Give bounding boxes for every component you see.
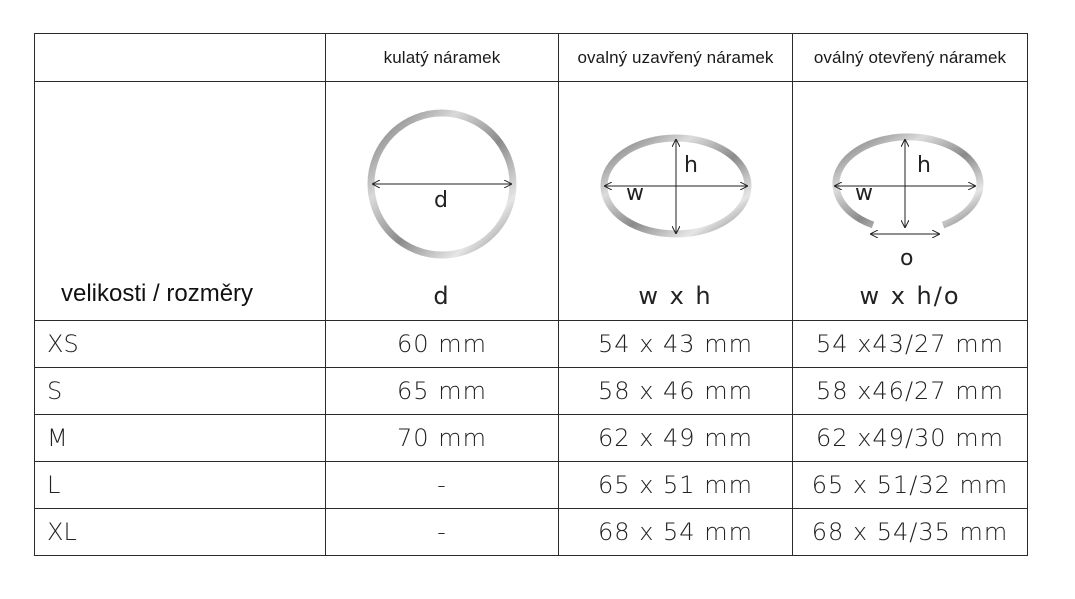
diagram-row	[35, 82, 1028, 321]
oval-closed-value: 54 x 43 mm	[559, 321, 793, 368]
oval-closed-value: 65 x 51 mm	[559, 462, 793, 509]
oval-closed-value: 58 x 46 mm	[559, 368, 793, 415]
oval-closed-value: 68 x 54 mm	[559, 509, 793, 556]
size-label: L	[35, 462, 326, 509]
round-formula: d	[433, 282, 451, 310]
size-label: S	[35, 368, 326, 415]
size-label: XL	[35, 509, 326, 556]
table-row	[35, 462, 1028, 509]
oval-closed-value: 62 x 49 mm	[559, 415, 793, 462]
table-row	[35, 321, 1028, 368]
oval-open-value: 62 x49/30 mm	[793, 415, 1028, 462]
oval-open-value: 58 x46/27 mm	[793, 368, 1028, 415]
size-label: M	[35, 415, 326, 462]
header-round-bracelet: kulatý náramek	[326, 34, 559, 82]
dimensions-title: velikosti / rozměry	[61, 280, 254, 307]
h-label: h	[684, 153, 698, 178]
header-oval-closed-bracelet: ovalný uzavřený náramek	[559, 34, 793, 82]
round-value: 60 mm	[326, 321, 559, 368]
d-label: d	[434, 188, 448, 213]
header-row	[35, 34, 1028, 82]
h-label: h	[917, 153, 931, 178]
oval-closed-formula: w x h	[638, 282, 713, 310]
w-label: w	[626, 181, 644, 206]
header-empty-cell	[35, 34, 326, 82]
header-oval-open-bracelet: oválný otevřený náramek	[793, 34, 1028, 82]
table-row	[35, 368, 1028, 415]
oval-open-value: 68 x 54/35 mm	[793, 509, 1028, 556]
size-label: XS	[35, 321, 326, 368]
o-label: o	[900, 246, 914, 271]
oval-open-value: 54 x43/27 mm	[793, 321, 1028, 368]
round-value: -	[326, 509, 559, 556]
round-diagram-cell	[326, 82, 559, 321]
oval-open-formula: w x h/o	[859, 282, 961, 310]
round-value: 65 mm	[326, 368, 559, 415]
round-value: 70 mm	[326, 415, 559, 462]
size-table	[34, 33, 1028, 556]
oval-open-diagram-cell	[793, 82, 1028, 321]
oval-closed-diagram-cell	[559, 82, 793, 321]
dimensions-title-cell	[35, 82, 326, 321]
round-value: -	[326, 462, 559, 509]
w-label: w	[855, 181, 873, 206]
table-row	[35, 415, 1028, 462]
oval-open-value: 65 x 51/32 mm	[793, 462, 1028, 509]
table-row	[35, 509, 1028, 556]
